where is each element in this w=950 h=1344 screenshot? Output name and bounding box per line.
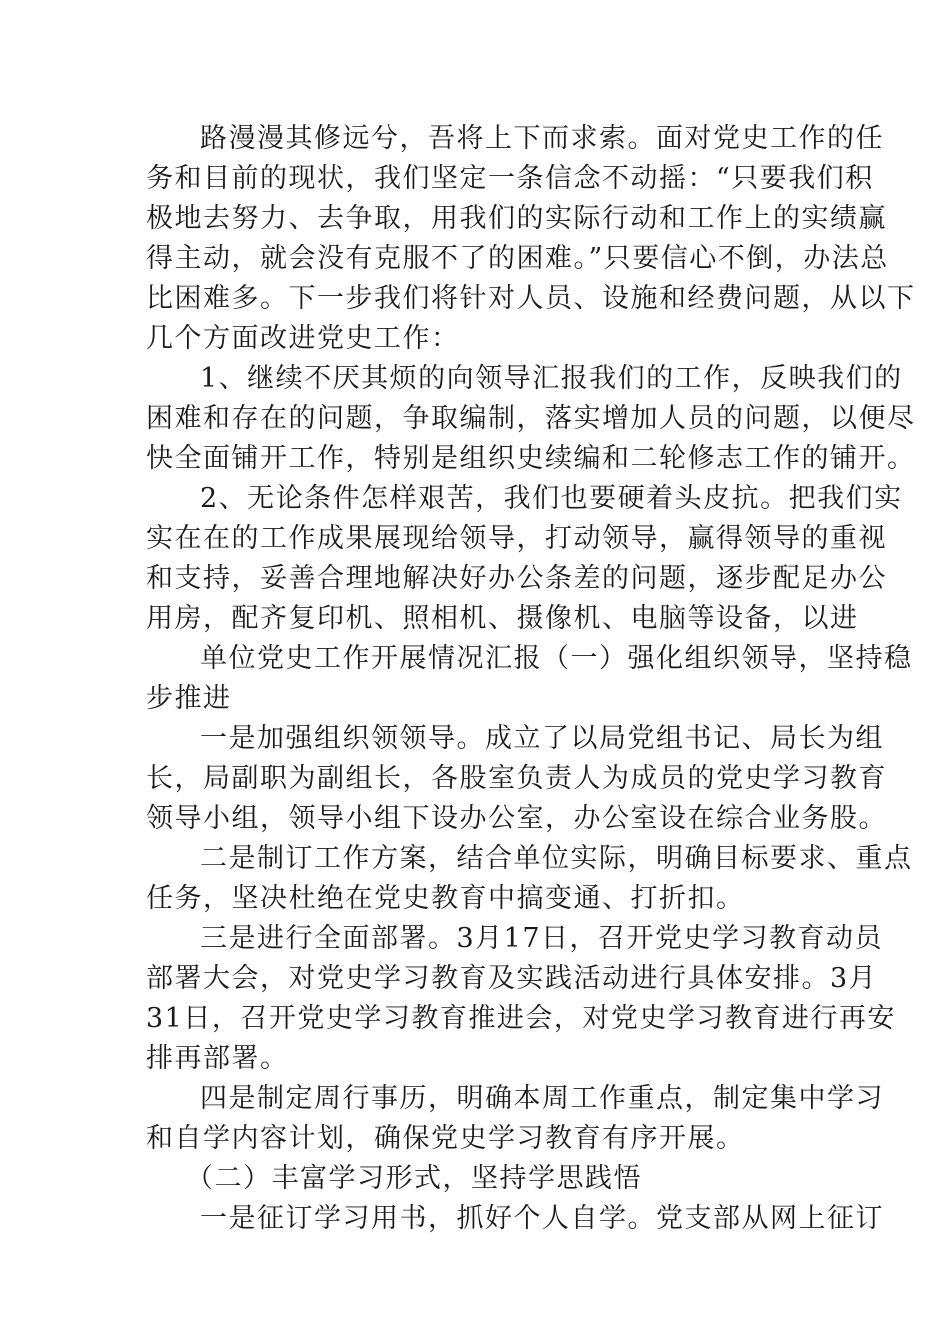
list-item-1: 1、继续不厌其烦的向领导汇报我们的工作，反映我们的 <box>200 363 903 394</box>
text-line: 31日，召开党史学习教育推进会，对党史学习教育进行再安 <box>146 1003 896 1034</box>
text-line: 一是征订学习用书，抓好个人自学。党支部从网上征订 <box>200 1203 884 1234</box>
list-item-2: 2、无论条件怎样艰苦，我们也要硬着头皮抗。把我们实 <box>200 483 903 514</box>
section-heading: 单位党史工作开展情况汇报（一）强化组织领导，坚持稳 <box>200 643 913 674</box>
text-line: 一是加强组织领领导。成立了以局党组书记、局长为组 <box>200 723 884 754</box>
section-heading: （二）丰富学习形式，坚持学思践悟 <box>186 1163 642 1194</box>
text-line: 路漫漫其修远兮，吾将上下而求索。面对党史工作的任 <box>200 123 884 154</box>
text-line: 得主动，就会没有克服不了的困难。”只要信心不倒，办法总 <box>146 243 889 274</box>
text-line: 领导小组，领导小组下设办公室，办公室设在综合业务股。 <box>146 803 887 834</box>
text-line: 用房，配齐复印机、照相机、摄像机、电脑等设备，以进 <box>146 603 859 634</box>
text-line: 快全面铺开工作，特别是组织史续编和二轮修志工作的铺开。 <box>146 443 916 474</box>
text-line: 部署大会，对党史学习教育及实践活动进行具体安排。3月 <box>146 963 878 994</box>
text-line: 和自学内容计划，确保党史学习教育有序开展。 <box>146 1123 745 1154</box>
text-line: 任务，坚决杜绝在党史教育中搞变通、打折扣。 <box>146 883 745 914</box>
text-line: 和支持，妥善合理地解决好办公条差的问题，逐步配足办公 <box>146 563 887 594</box>
text-line: 比困难多。下一步我们将针对人员、设施和经费问题，从以下 <box>146 283 916 314</box>
text-line: 几个方面改进党史工作： <box>146 323 460 354</box>
text-line: 三是进行全面部署。3月17日，召开党史学习教育动员 <box>200 923 884 954</box>
text-line: 实在在的工作成果展现给领导，打动领导，赢得领导的重视 <box>146 523 887 554</box>
text-line: 排再部署。 <box>146 1043 289 1074</box>
text-line: 困难和存在的问题，争取编制，落实增加人员的问题，以便尽 <box>146 403 916 434</box>
text-line: 二是制订工作方案，结合单位实际，明确目标要求、重点 <box>200 843 913 874</box>
text-line: 极地去努力、去争取，用我们的实际行动和工作上的实绩赢 <box>146 203 887 234</box>
text-line: 四是制定周行事历，明确本周工作重点，制定集中学习 <box>200 1083 884 1114</box>
text-line: 务和目前的现状，我们坚定一条信念不动摇：“只要我们积 <box>146 163 874 194</box>
text-line: 步推进 <box>146 683 232 714</box>
text-line: 长，局副职为副组长，各股室负责人为成员的党史学习教育 <box>146 763 887 794</box>
